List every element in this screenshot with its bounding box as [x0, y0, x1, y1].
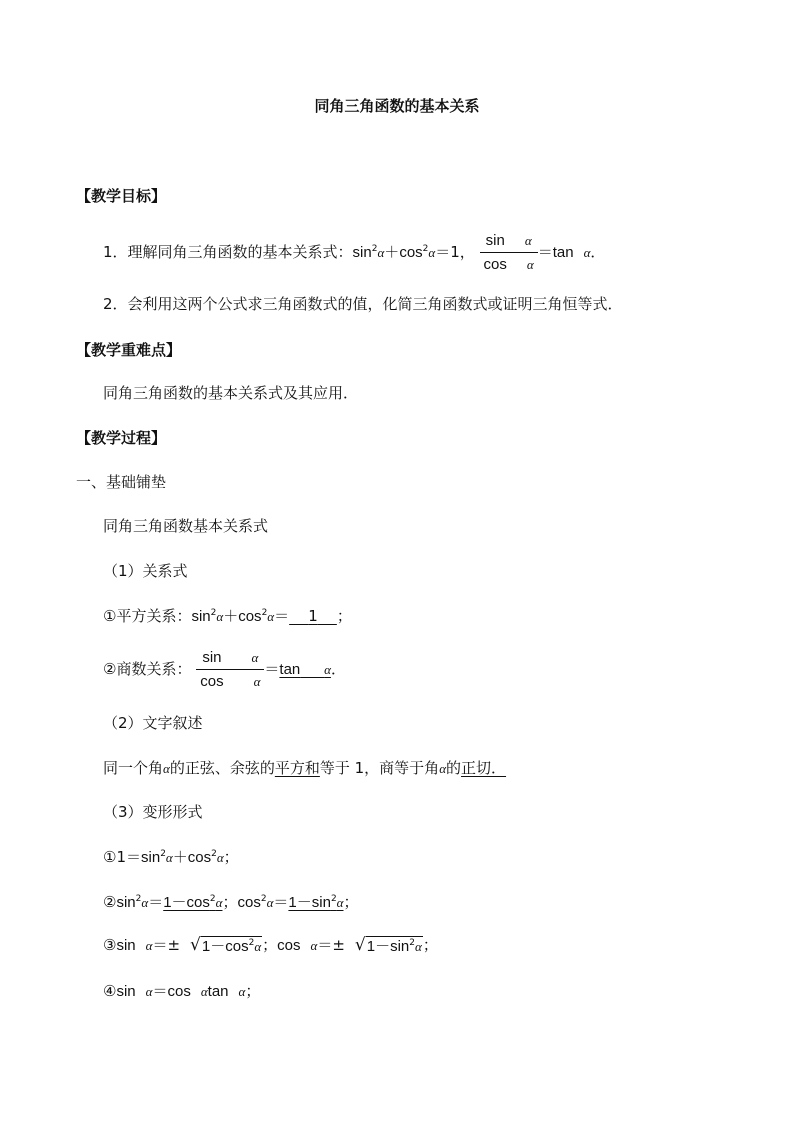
part-1-heading: 一、基础铺垫 — [76, 473, 167, 491]
sqrt-cos: √ $1-\cos^2\alpha$ — [190, 934, 262, 955]
sqrt-sin: √ $1-\sin^2\alpha$ — [354, 934, 422, 955]
quotient-relation: ②商数关系： $\frac{\text{sin α}}{\text{cos α}}$ ＝tan α． — [103, 649, 346, 690]
goal-1: 1．理解同角三角函数的基本关系式：$\sin^2\alpha+\cos^2\alpha=1$， $\frac{\text{sin α}}{\text{cos α}}$ ＝tan α． — [103, 232, 606, 273]
quotient-relation-fraction: $\frac{\text{sin α}}{\text{cos α}}$ — [196, 648, 264, 691]
transform-formula-3: ③sin α＝± √ $1-\cos^2\alpha$ ；cos α＝± √ $1-\sin^2\alpha$ ； — [103, 934, 438, 955]
transform-formula-2: $②\sin^2\alpha=1-\cos^2\alpha$；$\cos^2\alpha=1-\sin^2\alpha$； — [103, 893, 359, 911]
key-points-text: 同角三角函数的基本关系式及其应用． — [103, 384, 359, 402]
transform-formula-4: ④sin α＝cos αtan α； — [103, 982, 261, 1000]
square-relation-answer: 1 — [308, 607, 318, 625]
goal-1-prefix: 1．理解同角三角函数的基本关系式： — [103, 243, 353, 261]
part-1-intro: 同角三角函数基本关系式 — [103, 517, 269, 535]
subsection-2: （2）文字叙述 — [103, 714, 203, 732]
section-heading-process: 【教学过程】 — [76, 429, 167, 447]
page-title: 同角三角函数的基本关系 — [314, 97, 480, 115]
quotient-relation-answer: tan α — [279, 661, 331, 678]
goal-2: 2．会利用这两个公式求三角函数式的值，化简三角函数式或证明三角恒等式． — [103, 295, 623, 313]
square-relation: ①平方关系：$\sin^2\alpha+\cos^2\alpha=$ 1 ； — [103, 607, 352, 625]
section-heading-key-points: 【教学重难点】 — [76, 341, 182, 359]
subsection-3: （3）变形形式 — [103, 803, 203, 821]
text-description: 同一个角α的正弦、余弦的平方和等于 1，商等于角α的正切． — [103, 759, 507, 777]
transform-formula-1: $①1=\sin^2\alpha+\cos^2\alpha$； — [103, 848, 239, 866]
section-heading-goals: 【教学目标】 — [76, 187, 167, 205]
subsection-1: （1）关系式 — [103, 562, 188, 580]
quotient-fraction: $\frac{\text{sin α}}{\text{cos α}}$ — [480, 231, 538, 274]
